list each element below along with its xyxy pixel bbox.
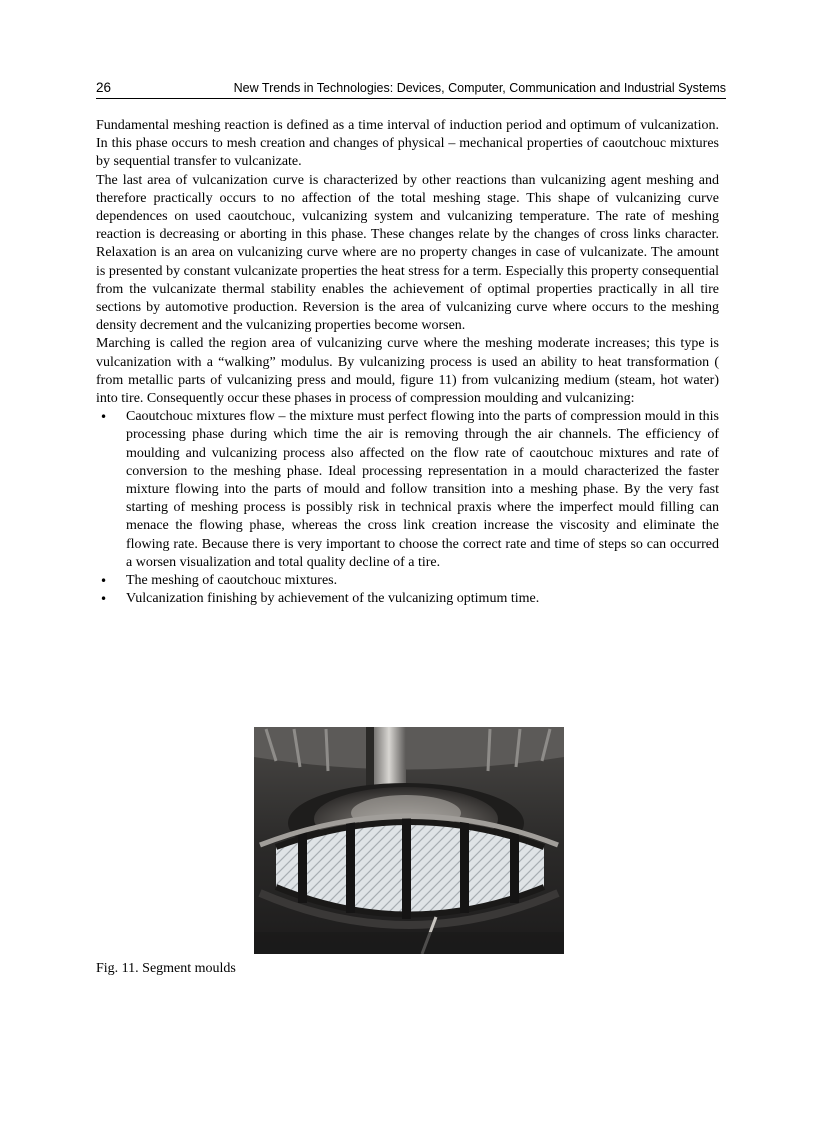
list-item-text: Caoutchouc mixtures flow – the mixture must perfect flowing into the parts of compression mould in this processing phase during which time the air is removing through the air channels. The efficiency of moulding and vulcanizing process also affected on the flow rate of caoutchouc mixtures and rate of conversion to the meshing phase. Ideal processing representation in a mould characterized the faster mixture flowing into the parts of mould and follow transition into a meshing phase. By the very fast starting of meshing process is possibly risk in technical praxis where the imperfect mould filling can menace the flowing phase, whereas the cross link creation increase the viscosity and eliminate the flowing rate. Because there is very important to choose the correct rate and time of steps so can occurred a worsen visualization and total quality decline of a tire.: [126, 409, 719, 570]
list-item-text: The meshing of caoutchouc mixtures.: [126, 573, 338, 589]
running-header: [96, 80, 726, 99]
bullet-icon: •: [100, 410, 108, 425]
list-item: [96, 408, 719, 572]
body-text: [96, 117, 719, 608]
phase-list: [96, 408, 719, 608]
paragraph-vulcanization-curve: The last area of vulcanization curve is characterized by other reactions than vulcanizing agent meshing and therefore practically occurs to no affection of the total meshing stage. This shape of vulcanizing curve dependences on used caoutchouc, vulcanizing system and vulcanizing temperature. The rate of meshing reaction is decreasing or aborting in this phase. These changes relate by the changes of cross links character. Relaxation is an area on vulcanizing curve where are no property changes in case of vulcanizate. The amount is presented by constant vulcanizate properties the heat stress for a term. Especially this property consequential from the vulcanizate thermal stability enables the achievement of optimal properties practically in all tire sections by automotive production. Reversion is the area of vulcanizing curve where occurs to the meshing density decrement and the vulcanizing properties become worsen.: [96, 172, 719, 334]
bullet-icon: •: [100, 574, 108, 589]
segment-mould-photo: [254, 727, 564, 954]
paragraph-marching: Marching is called the region area of vulcanizing curve where the meshing moderate increases; this type is vulcanization with a “walking” modulus. By vulcanizing process is used an ability to heat transformation ( from metallic parts of vulcanizing press and mould, figure 11) from vulcanizing medium (steam, hot water) into tire. Consequently occur these phases in process of compression moulding and vulcanizing:: [96, 336, 719, 407]
list-item: [96, 572, 719, 590]
figure-caption: Fig. 11. Segment moulds: [96, 961, 236, 976]
list-item-text: Vulcanization finishing by achievement of the vulcanizing optimum time.: [126, 591, 540, 607]
running-title: New Trends in Technologies: Devices, Computer, Communication and Industrial Systems: [233, 81, 726, 95]
bullet-icon: •: [100, 592, 108, 607]
paragraph-meshing-reaction: Fundamental meshing reaction is defined as a time interval of induction period and optimum of vulcanization. In this phase occurs to mesh creation and changes of physical – mechanical properties of caoutchouc mixtures by sequential transfer to vulcanizate.: [96, 118, 719, 170]
page-number: 26: [96, 80, 112, 95]
list-item: [96, 590, 719, 608]
